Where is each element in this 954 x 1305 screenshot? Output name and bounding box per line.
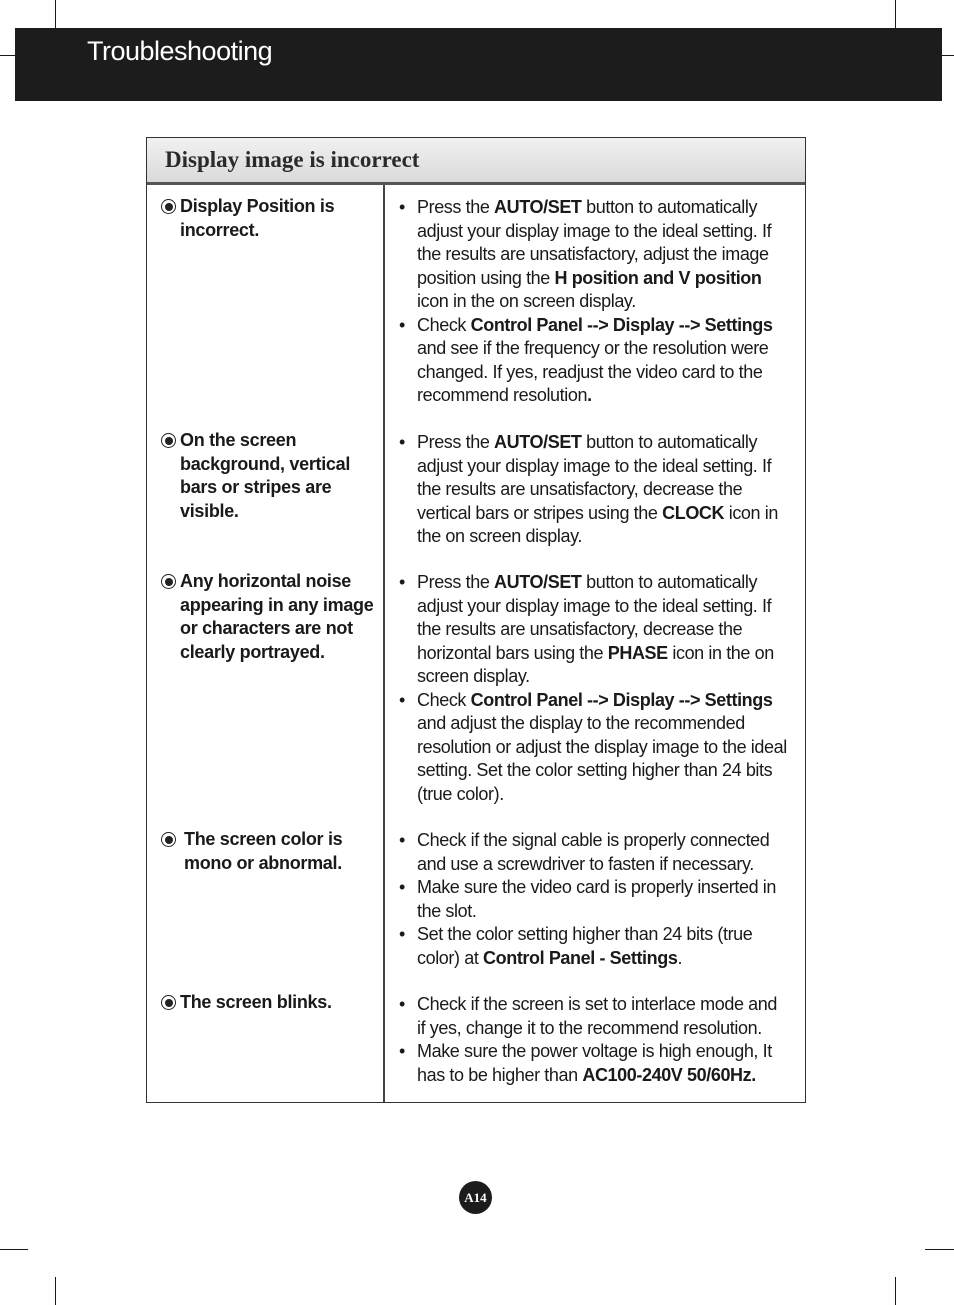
crop-mark [0, 1249, 28, 1250]
solution-item [399, 431, 789, 549]
problem-label: The screen color is mono or abnormal. [184, 829, 343, 873]
solution-list [399, 571, 789, 806]
bold-term: AUTO/SET [494, 197, 582, 217]
bold-term: Control Panel --> Display --> Settings [470, 689, 773, 710]
solution-item [399, 923, 789, 970]
solution-text: Check if the screen is set to interlace mode and if yes, change it to the recommend resolution. [417, 994, 777, 1038]
crop-mark [925, 1249, 954, 1250]
solution-item [399, 1040, 789, 1087]
radio-bullet-icon [161, 433, 176, 448]
solution-text: Make sure the power voltage is high enough, It has to be higher than AC100-240V 50/60Hz. [417, 1041, 772, 1085]
solution-item [399, 993, 789, 1040]
solution-text: Make sure the video card is properly inserted in the slot. [417, 877, 776, 921]
bullet-icon: • [399, 994, 405, 1014]
bold-term: H position and V position [554, 267, 762, 288]
section-title: Display image is incorrect [165, 147, 420, 172]
page-number-badge: A14 [459, 1181, 492, 1214]
problem-label: The screen blinks. [180, 992, 332, 1012]
bold-term: PHASE [607, 642, 668, 663]
bullet-icon: • [399, 314, 405, 335]
troubleshooting-table [146, 137, 806, 1103]
crop-mark [895, 1277, 896, 1305]
solution-item [399, 196, 789, 314]
bullet-icon: • [399, 432, 405, 452]
solution-text: Check Control Panel --> Display --> Settings and see if the frequency or the resolution were changed. If yes, readjust the video card to the recommend resolution. [417, 314, 773, 405]
bullet-icon: • [399, 572, 405, 592]
problem-label: Any horizontal noise appearing in any image or characters are not clearly portrayed. [180, 571, 374, 662]
bold-term: AC100-240V 50/60Hz. [582, 1064, 756, 1085]
radio-bullet-icon [161, 995, 176, 1010]
solution-text: Set the color setting higher than 24 bits (true color) at Control Panel - Settings. [417, 924, 753, 968]
solution-item [399, 314, 789, 408]
crop-mark [895, 0, 896, 28]
solution-text: Press the AUTO/SET button to automatically adjust your display image to the ideal setting. If the results are unsatisfactory, adjust the image position using the H position and V position icon in the on screen display. [417, 197, 772, 311]
solution-item [399, 829, 789, 876]
solution-text: Press the AUTO/SET button to automatically adjust your display image to the ideal setting. If the results are unsatisfactory, decrease the horizontal bars using the PHASE icon in the on screen display. [417, 572, 774, 686]
bullet-icon: • [399, 830, 405, 850]
bullet-icon: • [399, 197, 405, 217]
section-header [147, 138, 805, 185]
page-title: Troubleshooting [87, 36, 273, 66]
solution-text: Check Control Panel --> Display --> Settings and adjust the display to the recommended resolution or adjust the display image to the ideal setting. Set the color setting higher than 24 bits (true color). [417, 689, 787, 804]
bold-term: AUTO/SET [494, 572, 582, 592]
solution-text: Press the AUTO/SET button to automatically adjust your display image to the ideal setting. If the results are unsatisfactory, decrease the vertical bars or stripes using the CLOCK icon in the on screen display. [417, 432, 778, 546]
column-divider [383, 185, 385, 1102]
bullet-icon: • [399, 689, 405, 710]
bold-term: . [587, 385, 592, 405]
radio-bullet-icon [161, 199, 176, 214]
problem-item [161, 195, 376, 242]
crop-mark [55, 1277, 56, 1305]
problem-item [161, 429, 376, 523]
bullet-icon: • [399, 924, 405, 944]
radio-bullet-icon [161, 574, 176, 589]
problem-item [161, 828, 376, 875]
solution-list [399, 829, 789, 970]
solution-list [399, 431, 789, 549]
problem-item [161, 570, 376, 664]
crop-mark [55, 0, 56, 28]
bullet-icon: • [399, 1041, 405, 1061]
bold-term: AUTO/SET [494, 432, 582, 452]
crop-mark [0, 55, 15, 56]
bold-term: Control Panel --> Display --> Settings [470, 314, 773, 335]
crop-mark [942, 55, 954, 56]
radio-bullet-icon [161, 832, 176, 847]
solution-item [399, 571, 789, 689]
bullet-icon: • [399, 877, 405, 897]
solution-list [399, 993, 789, 1087]
problem-label: Display Position is incorrect. [180, 196, 335, 240]
problem-label: On the screen background, vertical bars or stripes are visible. [180, 430, 351, 521]
solution-item [399, 689, 789, 807]
solution-text: Check if the signal cable is properly connected and use a screwdriver to fasten if necessary. [417, 830, 770, 874]
bold-term: Control Panel - Settings [483, 947, 678, 968]
bold-term: CLOCK [662, 502, 725, 523]
solution-list [399, 196, 789, 408]
problem-item [161, 991, 376, 1015]
solution-item [399, 876, 789, 923]
